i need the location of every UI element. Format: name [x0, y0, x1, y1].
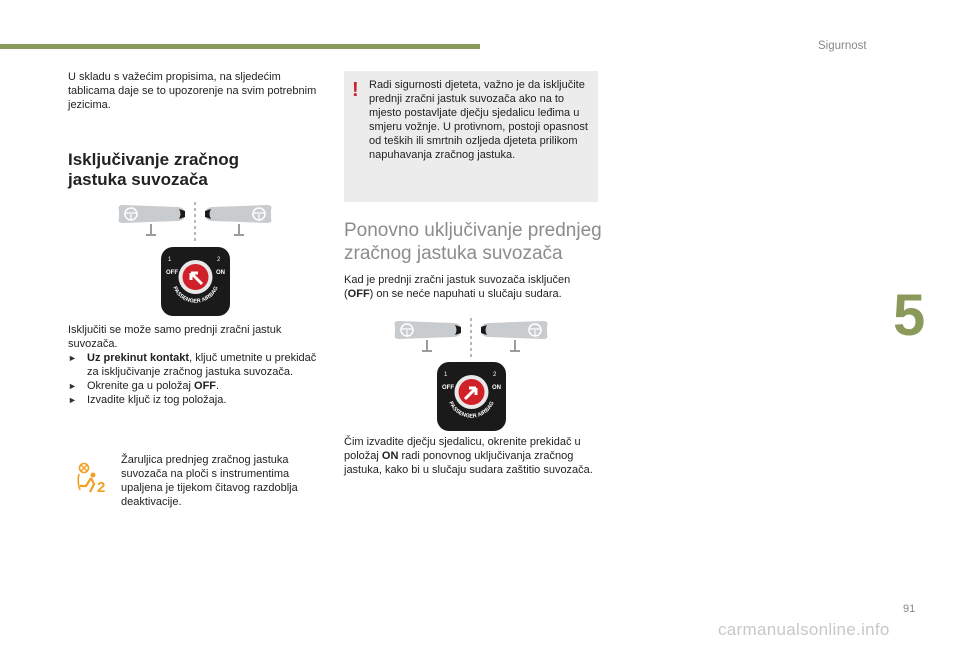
left-body-intro: Isključiti se može samo prednji zračni jastuk suvozača.: [68, 324, 282, 350]
seat-diagram-icon: [115, 202, 275, 242]
watermark: carmanualsonline.info: [718, 620, 890, 639]
bullet-arrow-icon: ►: [68, 395, 77, 405]
airbag-switch-icon: [437, 362, 506, 431]
step-2: ► Okrenite ga u položaj OFF.: [68, 380, 220, 392]
right-paragraph-1: Kad je prednji zračni jastuk suvozača isključen (OFF) on se neće napuhati u slučaju sudara.: [344, 274, 571, 300]
switch-off-label: OFF: [166, 270, 178, 276]
switch-off-label: OFF: [442, 385, 454, 391]
switch-num1: 1: [168, 257, 172, 263]
switch-ring-label: PASSENGER AIRBAG: [171, 285, 220, 305]
warning-exclamation-icon: !: [352, 79, 359, 101]
intro-text: U skladu s važećim propisima, na sljedećim tablicama daje se to upozorenje na svim potrebnim jezicima.: [68, 71, 317, 111]
left-heading: Isključivanje zračnog jastuka suvozača: [68, 150, 240, 189]
switch-num2: 2: [493, 372, 497, 378]
step-3: ► Izvadite ključ iz tog položaja.: [68, 394, 227, 406]
right-heading: Ponovno uključivanje prednjeg zračnog jastuka suvozača: [344, 220, 602, 264]
page-number: 91: [903, 603, 916, 615]
left-body: [68, 323, 323, 407]
warning-text: Radi sigurnosti djeteta, važno je da isključite prednji zračni jastuk suvozača ako na to mjesto postavljate dječju sjedalicu leđima u smjeru vožnje. U protivnom, postoji opasnost od teških ili smrtnih ozljeda djeteta prilikom napuhavanja zračnog jastuka.: [369, 79, 588, 161]
chapter-number: 5: [893, 283, 926, 348]
switch-on-label: ON: [216, 270, 225, 276]
warning-box: [344, 71, 598, 202]
right-paragraph-2: Čim izvadite dječju sjedalicu, okrenite prekidač u položaj ON radi ponovnog uključivanja zračnog jastuka, kako bi u slučaju sudara zaštitio suvozača.: [344, 436, 593, 476]
lamp-note: Žaruljica prednjeg zračnog jastuka suvozača na ploči s instrumentima upaljena je tijekom čitavog razdoblja deaktivacije.: [121, 454, 298, 508]
switch-on-label: ON: [492, 385, 501, 391]
switch-ring-label: PASSENGER AIRBAG: [447, 400, 496, 420]
section-title: Sigurnost: [818, 40, 867, 52]
header-accent-bar: [0, 44, 480, 49]
step-1: ► Uz prekinut kontakt, ključ umetnite u prekidač za isključivanje zračnog jastuka suvozača.: [68, 352, 317, 378]
bullet-arrow-icon: ►: [68, 381, 77, 391]
airbag-switch-icon: [161, 247, 230, 316]
switch-num2: 2: [217, 257, 221, 263]
airbag-off-lamp-icon: [74, 462, 110, 496]
svg-text:2: 2: [97, 479, 106, 496]
switch-num1: 1: [444, 372, 448, 378]
bullet-arrow-icon: ►: [68, 353, 77, 363]
seat-diagram-icon: [391, 318, 551, 358]
